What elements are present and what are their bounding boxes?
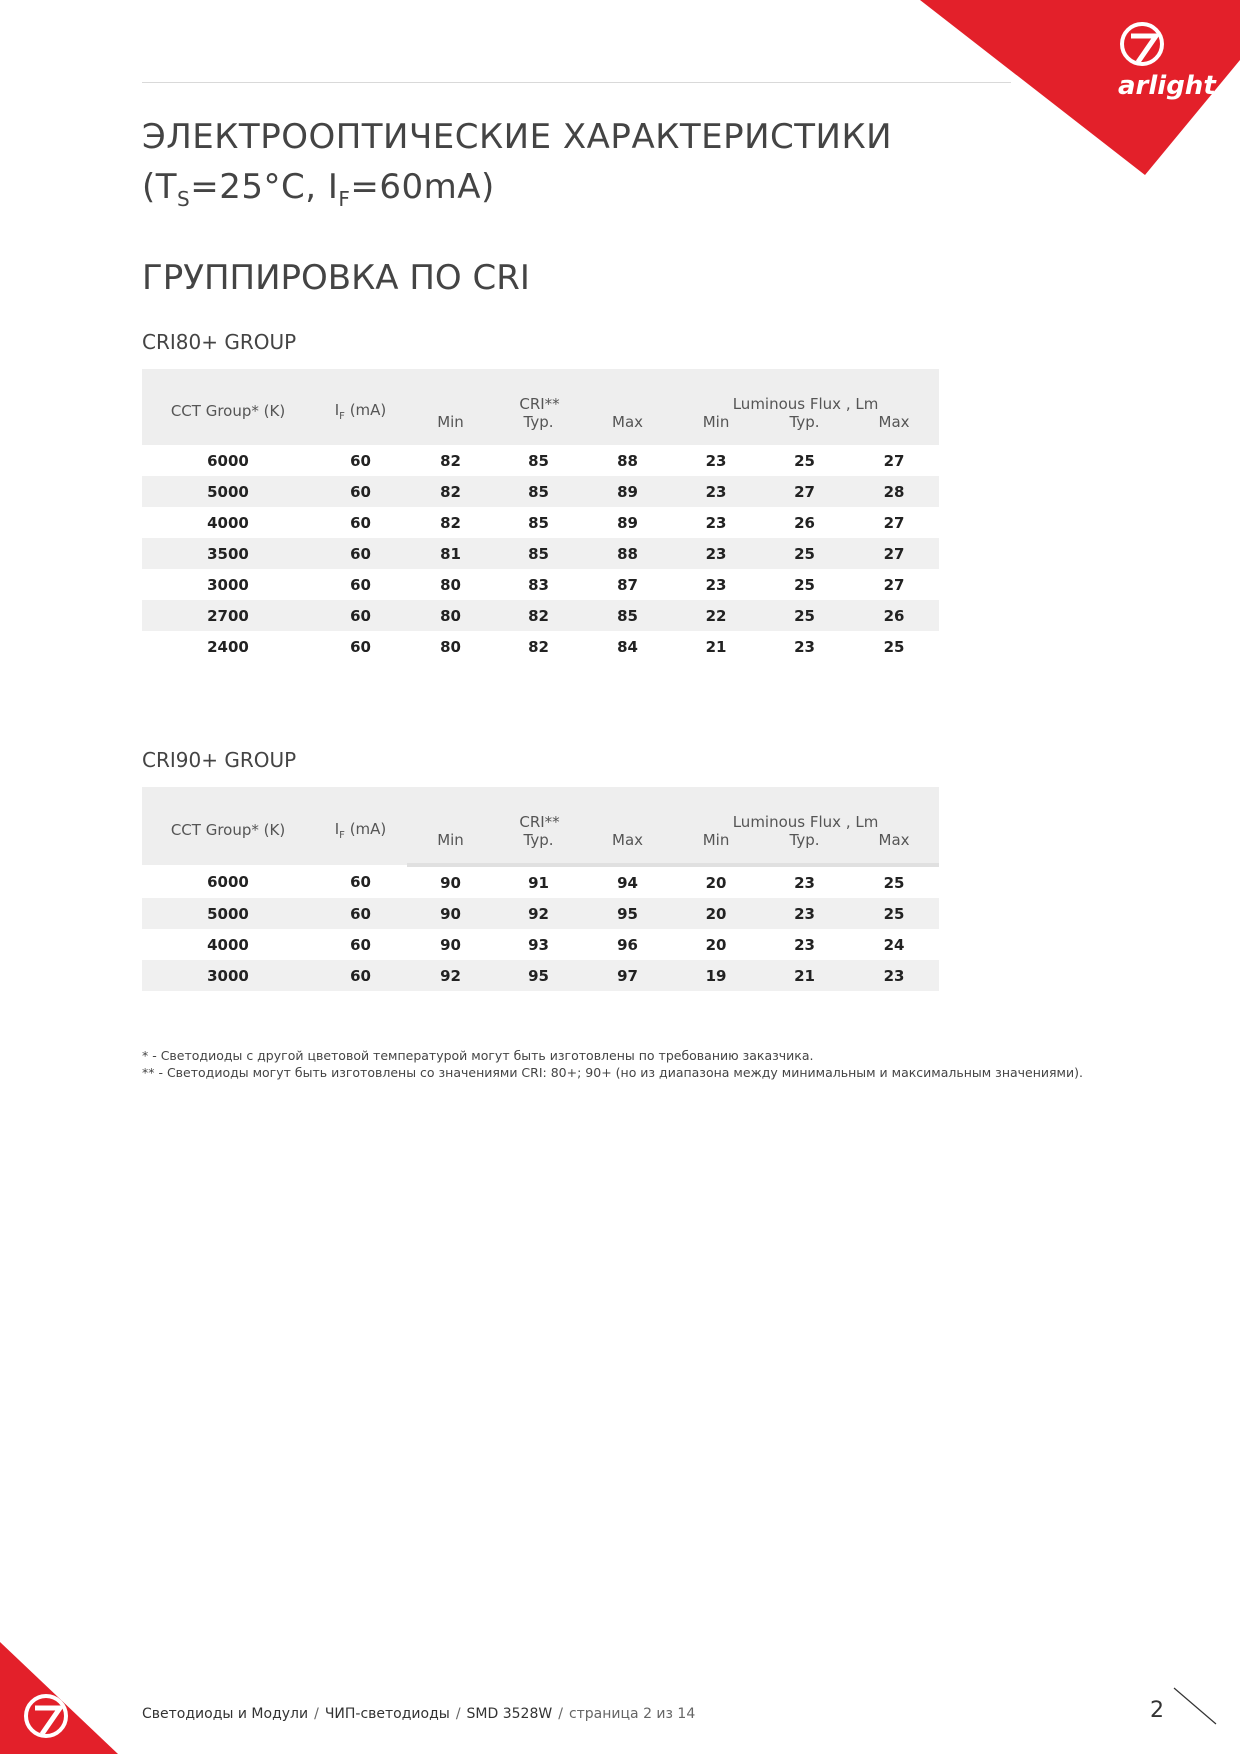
table-row bbox=[142, 445, 939, 476]
header-min: Min bbox=[672, 413, 760, 445]
header-flux: Luminous Flux , Lm bbox=[672, 369, 939, 413]
table-cell: 85 bbox=[528, 451, 549, 470]
table-row bbox=[142, 569, 939, 600]
table-cell: 60 bbox=[314, 865, 407, 898]
table-cell: 88 bbox=[617, 451, 638, 470]
brand-name: arlight bbox=[1118, 71, 1216, 101]
table-cell: 22 bbox=[672, 600, 760, 631]
header-cct: CCT Group* (K) bbox=[142, 787, 314, 865]
table-cell: 2400 bbox=[207, 637, 249, 656]
table-cell: 21 bbox=[760, 960, 849, 991]
table-cell: 23 bbox=[794, 637, 815, 656]
breadcrumb: Светодиоды и Модули / ЧИП-светодиоды / SMD 3528W / страница 2 из 14 bbox=[142, 1706, 696, 1722]
table-cell: 25 bbox=[760, 538, 849, 569]
table-cell: 24 bbox=[849, 929, 939, 960]
table-cell: 19 bbox=[672, 960, 760, 991]
table-row bbox=[142, 929, 939, 960]
table-cell: 92 bbox=[407, 960, 494, 991]
table-cell: 27 bbox=[849, 538, 939, 569]
top-divider bbox=[142, 82, 1011, 83]
header-if: $I_F$ (mA) bbox=[314, 369, 407, 445]
table-cell: 80 bbox=[440, 637, 461, 656]
table-cell: 5000 bbox=[142, 898, 314, 929]
breadcrumb-item[interactable]: ЧИП-светодиоды bbox=[324, 1706, 450, 1722]
table-cell: 60 bbox=[350, 637, 371, 656]
table-row bbox=[142, 960, 939, 991]
table-row bbox=[142, 631, 939, 662]
page-title: ЭЛЕКТРООПТИЧЕСКИЕ ХАРАКТЕРИСТИКИ ($T_S=25^\circ C$, $I_F=60mA$) bbox=[142, 117, 893, 211]
table-cell: 6000 bbox=[142, 865, 314, 898]
table-cell: 26 bbox=[849, 600, 939, 631]
header-max: Max bbox=[849, 413, 939, 445]
table-cell: 5000 bbox=[142, 476, 314, 507]
table-cell: 82 bbox=[440, 513, 461, 532]
header-typ: Typ. bbox=[494, 831, 583, 865]
table-cell: 60 bbox=[314, 960, 407, 991]
table-cell: 23 bbox=[849, 960, 939, 991]
table-cell: 3500 bbox=[142, 538, 314, 569]
header-min: Min bbox=[672, 831, 760, 865]
table-cell: 88 bbox=[583, 538, 672, 569]
table-cell: 23 bbox=[705, 575, 727, 594]
header-max: Max bbox=[583, 831, 672, 865]
group-label-cri80: CRI80+ GROUP bbox=[142, 330, 297, 354]
table-row bbox=[142, 600, 939, 631]
table-cell: 92 bbox=[494, 898, 583, 929]
table-cell: 89 bbox=[583, 476, 672, 507]
table-cell: 95 bbox=[583, 898, 672, 929]
table-cell: 3000 bbox=[207, 575, 249, 594]
table-cell: 95 bbox=[494, 960, 583, 991]
table-cell: 25 bbox=[883, 637, 905, 656]
header-max: Max bbox=[849, 831, 939, 865]
table-cell: 94 bbox=[583, 865, 672, 898]
page-number: 2 bbox=[1150, 1698, 1164, 1723]
table-cell: 91 bbox=[494, 865, 583, 898]
table-cell: 4000 bbox=[207, 513, 249, 532]
table-row bbox=[142, 865, 939, 898]
page-counter: страница 2 из 14 bbox=[568, 1706, 696, 1722]
table-cell: 83 bbox=[528, 575, 549, 594]
header-typ: Typ. bbox=[494, 413, 583, 445]
table-cell: 23 bbox=[672, 476, 760, 507]
header-flux: Luminous Flux , Lm bbox=[672, 787, 939, 831]
table-cell: 60 bbox=[350, 451, 371, 470]
table-cell: 27 bbox=[883, 451, 905, 470]
table-cell: 82 bbox=[494, 600, 583, 631]
table-row bbox=[142, 476, 939, 507]
table-row bbox=[142, 538, 939, 569]
table-cell: 25 bbox=[794, 575, 815, 594]
table-row bbox=[142, 507, 939, 538]
section-title: ГРУППИРОВКА ПО CRI bbox=[142, 258, 530, 298]
table-cri80 bbox=[142, 369, 939, 662]
table-cell: 23 bbox=[760, 929, 849, 960]
table-cell: 93 bbox=[494, 929, 583, 960]
table-cell: 23 bbox=[760, 865, 849, 898]
table-cell: 90 bbox=[407, 865, 494, 898]
header-cri: CRI** bbox=[407, 787, 672, 831]
corner-slash-icon bbox=[1172, 1686, 1218, 1726]
table-cell: 25 bbox=[760, 600, 849, 631]
table-row bbox=[142, 898, 939, 929]
table-cell: 3000 bbox=[142, 960, 314, 991]
footnotes bbox=[142, 1047, 1083, 1081]
table-cell: 90 bbox=[407, 898, 494, 929]
arlight-corner-logo bbox=[0, 1614, 120, 1754]
table-cell: 26 bbox=[794, 513, 815, 532]
table-cell: 85 bbox=[494, 538, 583, 569]
table-cell: 20 bbox=[672, 865, 760, 898]
header-min: Min bbox=[407, 413, 494, 445]
table-cell: 82 bbox=[440, 451, 461, 470]
header-cri: CRI** bbox=[407, 369, 672, 413]
table-cell: 25 bbox=[849, 898, 939, 929]
table-cell: 87 bbox=[617, 575, 638, 594]
table-cell: 85 bbox=[528, 513, 549, 532]
table-cell: 60 bbox=[350, 575, 371, 594]
table-cell: 27 bbox=[883, 513, 905, 532]
footnote-2: ** - Светодиоды могут быть изготовлены со значениями CRI: 80+; 90+ (но из диапазона между минимальным и максимальным значениями). bbox=[142, 1065, 1083, 1080]
table-cell: 2700 bbox=[142, 600, 314, 631]
table-cell: 60 bbox=[314, 476, 407, 507]
table-cell: 25 bbox=[849, 865, 939, 898]
header-min: Min bbox=[407, 831, 494, 865]
table-cell: 82 bbox=[528, 637, 549, 656]
header-cct: CCT Group* (K) bbox=[142, 369, 314, 445]
table-cell: 21 bbox=[705, 637, 727, 656]
table-cell: 85 bbox=[583, 600, 672, 631]
table-cell: 23 bbox=[760, 898, 849, 929]
breadcrumb-item[interactable]: Светодиоды и Модули bbox=[142, 1706, 309, 1722]
table-cell: 27 bbox=[883, 575, 905, 594]
table-cell: 89 bbox=[617, 513, 638, 532]
table-cell: 84 bbox=[617, 637, 638, 656]
table-cell: 25 bbox=[794, 451, 815, 470]
table-cell: 23 bbox=[705, 451, 727, 470]
table-cell: 20 bbox=[672, 929, 760, 960]
table-cell: 80 bbox=[407, 600, 494, 631]
table-cell: 81 bbox=[407, 538, 494, 569]
table-cell: 4000 bbox=[142, 929, 314, 960]
header-if: $I_F$ (mA) bbox=[314, 787, 407, 865]
table-cell: 23 bbox=[705, 513, 727, 532]
header-max: Max bbox=[583, 413, 672, 445]
table-cell: 96 bbox=[583, 929, 672, 960]
table-cell: 20 bbox=[672, 898, 760, 929]
table-cell: 60 bbox=[350, 513, 371, 532]
table-cell: 60 bbox=[314, 600, 407, 631]
table-cell: 60 bbox=[314, 929, 407, 960]
table-cell: 60 bbox=[314, 538, 407, 569]
group-label-cri90: CRI90+ GROUP bbox=[142, 748, 297, 772]
breadcrumb-item[interactable]: SMD 3528W bbox=[466, 1706, 553, 1722]
footnote-1: * - Светодиоды с другой цветовой температурой могут быть изготовлены по требованию заказчика. bbox=[142, 1048, 814, 1063]
table-cell: 60 bbox=[314, 898, 407, 929]
table-cell: 27 bbox=[760, 476, 849, 507]
table-cell: 90 bbox=[407, 929, 494, 960]
header-typ: Typ. bbox=[760, 831, 849, 865]
table-cell: 97 bbox=[583, 960, 672, 991]
arlight-logo bbox=[920, 0, 1240, 180]
table-cell: 80 bbox=[440, 575, 461, 594]
table-cell: 6000 bbox=[207, 451, 249, 470]
table-cell: 85 bbox=[494, 476, 583, 507]
table-cri90 bbox=[142, 787, 939, 991]
table-cell: 28 bbox=[849, 476, 939, 507]
table-cell: 23 bbox=[672, 538, 760, 569]
header-typ: Typ. bbox=[760, 413, 849, 445]
table-cell: 82 bbox=[407, 476, 494, 507]
